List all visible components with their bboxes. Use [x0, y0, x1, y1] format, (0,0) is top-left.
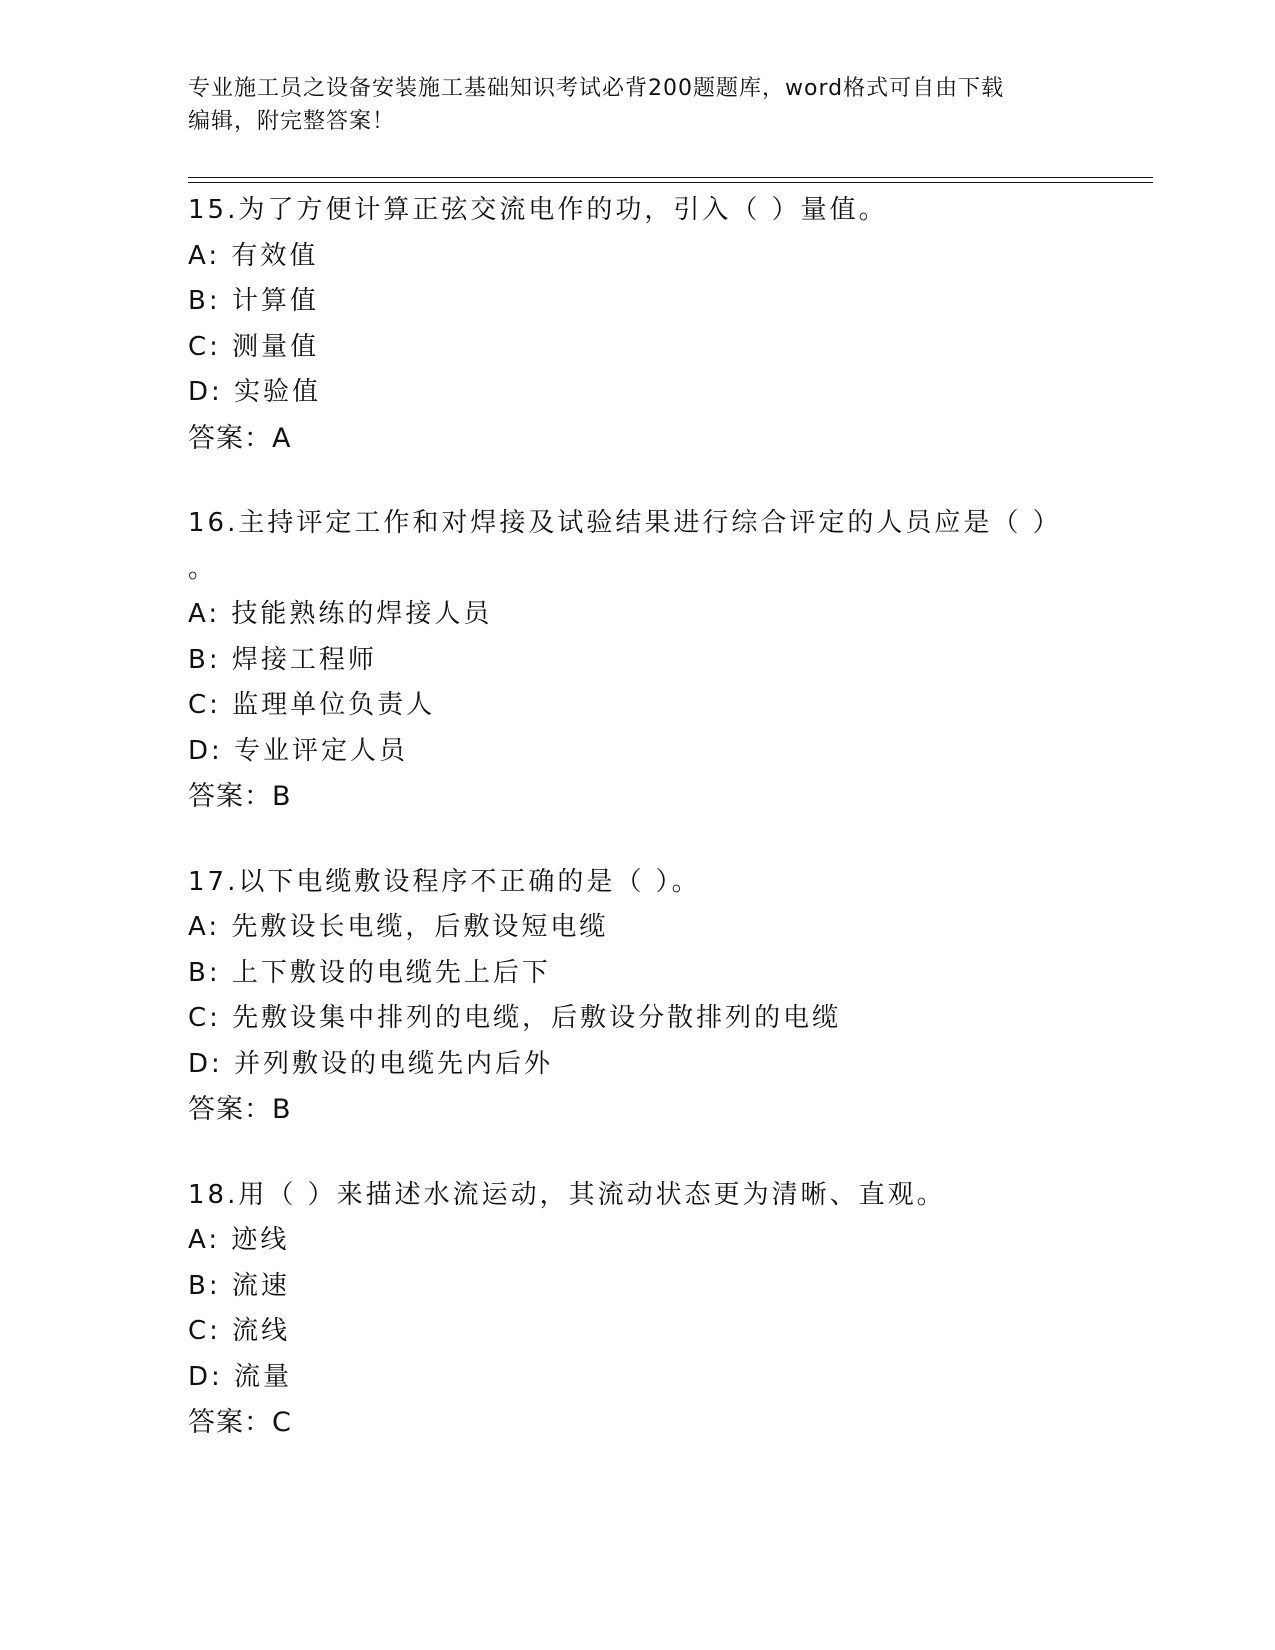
option-a: A: 有效值	[188, 240, 319, 271]
question-15	[188, 188, 1088, 461]
option-c: C: 测量值	[188, 331, 320, 362]
option-c: C: 监理单位负责人	[188, 690, 436, 720]
question-16	[188, 501, 1088, 820]
answer: 答案：B	[188, 1094, 292, 1125]
answer: 答案：A	[188, 422, 292, 454]
question-18	[188, 1173, 1088, 1446]
option-c: C: 先敷设集中排列的电缆，后敷设分散排列的电缆	[188, 1003, 842, 1033]
option-c: C: 流线	[188, 1316, 291, 1346]
answer: 答案：B	[188, 781, 292, 812]
question-17	[188, 860, 1088, 1133]
option-d: D: 专业评定人员	[188, 735, 409, 766]
question-text-continuation: 。	[188, 553, 218, 584]
header-line-1: 专业施工员之设备安装施工基础知识考试必背200题题库，word格式可自由下载	[188, 76, 1005, 101]
answer: 答案：C	[188, 1407, 292, 1438]
header-rule-top	[188, 177, 1153, 178]
question-text: 18.用（ ）来描述水流运动，其流动状态更为清晰、直观。	[188, 1179, 946, 1210]
option-d: D: 并列敷设的电缆先内后外	[188, 1048, 554, 1079]
option-d: D: 流量	[188, 1361, 293, 1392]
option-d: D: 实验值	[188, 377, 322, 407]
option-b: B: 流速	[188, 1270, 290, 1301]
option-b: B: 计算值	[188, 286, 319, 316]
header-line-2: 编辑，附完整答案！	[188, 109, 396, 134]
question-text: 16.主持评定工作和对焊接及试验结果进行综合评定的人员应是（ ）	[188, 508, 1062, 538]
option-b: B: 焊接工程师	[188, 644, 377, 675]
document-header	[188, 72, 1088, 138]
question-text: 15.为了方便计算正弦交流电作的功，引入（ ）量值。	[188, 195, 888, 225]
header-rule-bottom	[188, 182, 1153, 183]
question-list	[188, 188, 1088, 1486]
option-b: B: 上下敷设的电缆先上后下	[188, 957, 551, 988]
option-a: A: 技能熟练的焊接人员	[188, 599, 493, 629]
option-a: A: 迹线	[188, 1225, 290, 1255]
option-a: A: 先敷设长电缆，后敷设短电缆	[188, 912, 609, 942]
question-text: 17.以下电缆敷设程序不正确的是（ ）。	[188, 866, 701, 897]
